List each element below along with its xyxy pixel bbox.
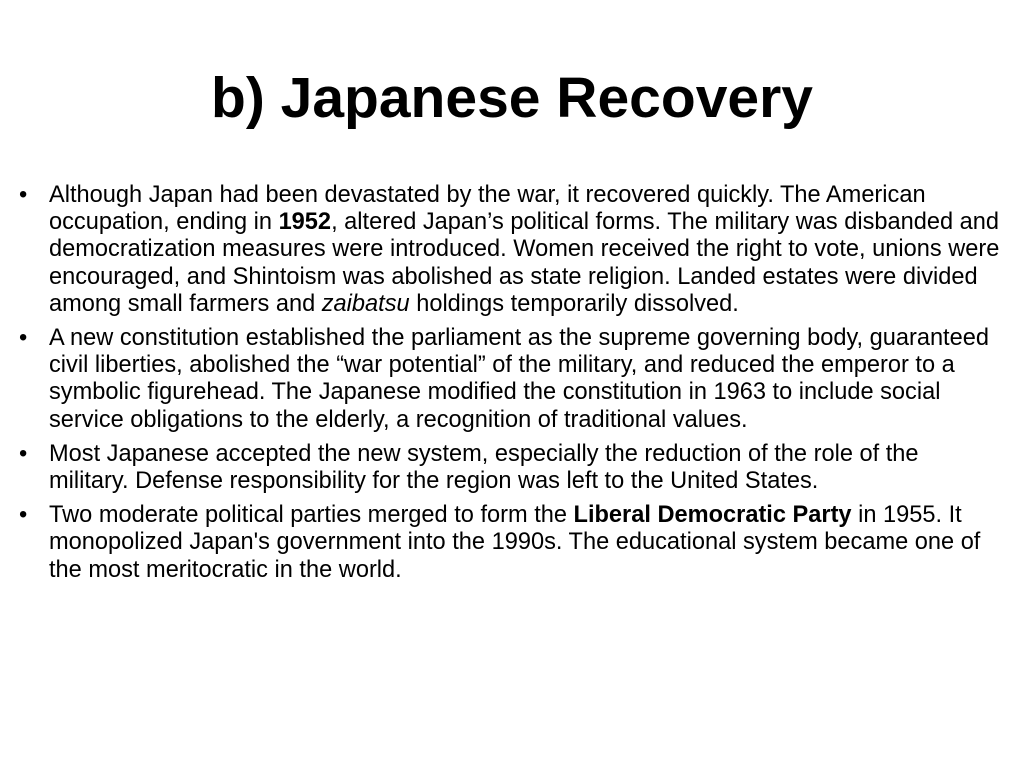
bullet-marker: •	[19, 325, 28, 352]
bullet-4-bold-party: Liberal Democratic Party	[573, 502, 852, 529]
bullet-item-4	[0, 502, 1024, 584]
bullet-1-italic-term: zaibatsu	[321, 290, 410, 317]
bullet-item-2	[0, 325, 1024, 434]
bullet-marker: •	[19, 440, 28, 467]
bullet-4-text-cont: in 1955. It monopolized Japan's government into the 1990s. The educational system became one of the most meritocratic in the world.	[49, 502, 981, 583]
bullet-3-text: Most Japanese accepted the new system, especially the reduction of the role of the military. Defense responsibility for the region was left to the United States.	[49, 440, 919, 495]
bullet-marker: •	[19, 502, 28, 529]
bullet-1-bold-year: 1952	[278, 209, 332, 236]
bullet-marker: •	[19, 182, 28, 208]
bullet-1-text-cont: , altered Japan’s political forms. The military was disbanded and democratization measures were introduced. Women received the right to vote, unions were encouraged, and Shintoism was abolished as state religion. Landed estates were divided among small farmers and	[49, 209, 1000, 317]
bullet-item-1	[0, 182, 1024, 318]
bullet-2-text: A new constitution established the parliament as the supreme governing body, guaranteed civil liberties, abolished the “war potential” of the military, and reduced the emperor to a symbolic figurehead. The Japanese modified the constitution in 1963 to include social service obligations to the elderly, a recognition of traditional values.	[49, 325, 989, 433]
slide-title: b) Japanese Recovery	[211, 66, 813, 130]
bullet-1-text: Although Japan had been devastated by the war, it recovered quickly. The American occupation, ending in	[49, 182, 926, 236]
bullet-list	[0, 182, 1024, 591]
bullet-item-3	[0, 441, 1024, 495]
bullet-4-text: Two moderate political parties merged to form the	[49, 502, 574, 529]
bullet-1-text-end: holdings temporarily dissolved.	[409, 290, 739, 317]
